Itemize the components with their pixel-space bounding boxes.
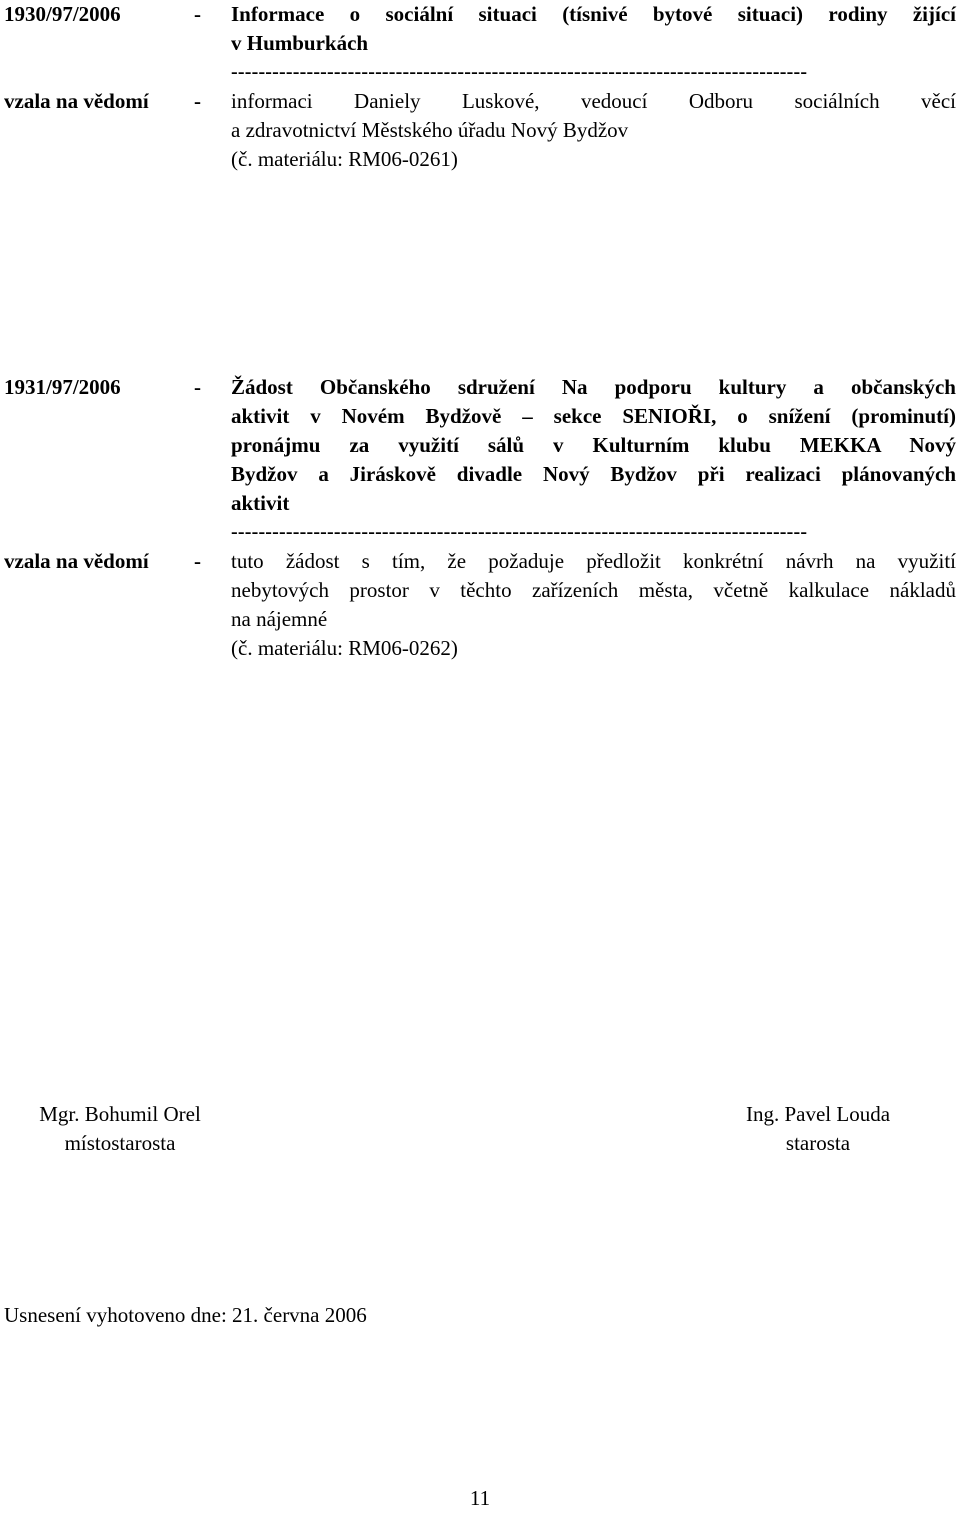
action-text-line: nebytových prostor v těchto zařízeních města, včetně kalkulace nákladů — [231, 578, 956, 602]
action-text-line: na nájemné — [231, 607, 328, 631]
resolution-number: 1930/97/2006 — [4, 2, 121, 26]
resolution-title-line: Žádost Občanského sdružení Na podporu kultury a občanských — [231, 375, 956, 399]
signatory-name: Ing. Pavel Louda — [745, 1102, 891, 1126]
issue-date: Usnesení vyhotoveno dne: 21. června 2006 — [4, 1303, 367, 1327]
dashed-divider: ------------------------------------------------------------------------------------ — [231, 61, 808, 83]
separator-dash: - — [194, 2, 201, 26]
action-label: vzala na vědomí — [4, 89, 149, 113]
resolution-2-action — [4, 547, 956, 663]
material-reference: (č. materiálu: RM06-0261) — [231, 147, 458, 171]
separator-dash: - — [194, 89, 201, 113]
material-reference: (č. materiálu: RM06-0262) — [231, 636, 458, 660]
page-number: 11 — [469, 1486, 491, 1510]
resolution-2-header — [4, 373, 956, 547]
action-label: vzala na vědomí — [4, 549, 149, 573]
action-text-line: tuto žádost s tím, že požaduje předložit konkrétní návrh na využití — [231, 549, 956, 573]
dashed-divider: ------------------------------------------------------------------------------------ — [231, 521, 808, 543]
separator-dash: - — [194, 549, 201, 573]
resolution-1-header — [4, 0, 956, 87]
resolution-1-action — [4, 87, 956, 174]
resolution-title-line: pronájmu za využití sálů v Kulturním klubu MEKKA Nový — [231, 433, 956, 457]
action-text-line: informaci Daniely Luskové, vedoucí Odboru sociálních věcí — [231, 89, 956, 113]
signatory-name: Mgr. Bohumil Orel — [39, 1102, 201, 1126]
signatory-role: starosta — [785, 1131, 851, 1155]
resolution-title-line: aktivit — [231, 491, 290, 515]
resolution-title-line: aktivit v Novém Bydžově – sekce SENIOŘI, o snížení (prominutí) — [231, 404, 956, 428]
resolution-title-line: Bydžov a Jiráskově divadle Nový Bydžov při realizaci plánovaných — [231, 462, 956, 486]
resolution-number: 1931/97/2006 — [4, 375, 121, 399]
signature-right — [708, 1100, 928, 1158]
signatory-role: místostarosta — [64, 1131, 176, 1155]
separator-dash: - — [194, 375, 201, 399]
resolution-2 — [4, 373, 956, 663]
resolution-title-line: v Humburkách — [231, 31, 369, 55]
resolution-1 — [4, 0, 956, 174]
action-text-line: a zdravotnictví Městského úřadu Nový Bydžov — [231, 118, 629, 142]
signature-left — [10, 1100, 230, 1158]
resolution-title-line: Informace o sociální situaci (tísnivé bytové situaci) rodiny žijící — [231, 2, 956, 26]
